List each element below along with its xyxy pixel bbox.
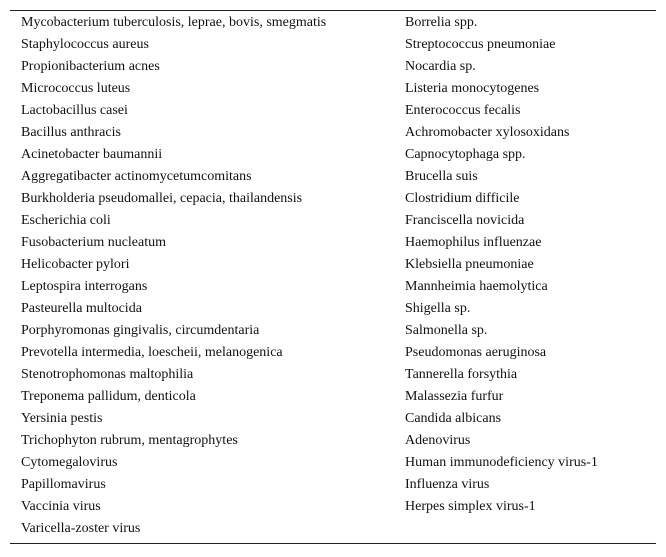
table-row <box>10 122 656 144</box>
organism-cell-left: Staphylococcus aureus <box>21 37 149 52</box>
table-row <box>10 298 656 320</box>
table-row <box>10 12 656 34</box>
table-row <box>10 144 656 166</box>
organism-cell-left: Helicobacter pylori <box>21 257 130 272</box>
table-row <box>10 364 656 386</box>
table-row <box>10 188 656 210</box>
organism-cell-left: Mycobacterium tuberculosis, leprae, bovis, smegmatis <box>21 15 327 30</box>
table-row <box>10 452 656 474</box>
organism-table <box>10 12 656 540</box>
table-row <box>10 232 656 254</box>
organism-cell-right: Human immunodeficiency virus-1 <box>405 455 598 470</box>
organism-cell-left: Yersinia pestis <box>21 411 103 426</box>
table-row <box>10 342 656 364</box>
organism-cell-right: Herpes simplex virus-1 <box>405 499 536 514</box>
organism-cell-right: Borrelia spp. <box>405 15 478 30</box>
table-row <box>10 34 656 56</box>
organism-cell-right: Candida albicans <box>405 411 502 426</box>
organism-cell-left: Acinetobacter baumannii <box>21 147 163 162</box>
organism-cell-right: Influenza virus <box>405 477 490 492</box>
table-row <box>10 56 656 78</box>
organism-table-body <box>10 12 656 540</box>
organism-cell-right: Klebsiella pneumoniae <box>405 257 534 272</box>
organism-cell-left: Aggregatibacter actinomycetumcomitans <box>21 169 252 184</box>
organism-cell-left: Burkholderia pseudomallei, cepacia, thailandensis <box>21 191 303 206</box>
organism-cell-left: Vaccinia virus <box>21 499 101 514</box>
table-row <box>10 518 656 540</box>
organism-cell-right: Salmonella sp. <box>405 323 488 338</box>
organism-cell-right: Haemophilus influenzae <box>405 235 542 250</box>
organism-cell-left: Escherichia coli <box>21 213 111 228</box>
organism-cell-left: Varicella-zoster virus <box>21 521 141 536</box>
table-row <box>10 100 656 122</box>
organism-cell-left: Porphyromonas gingivalis, circumdentaria <box>21 323 260 338</box>
organism-cell-right: Brucella suis <box>405 169 478 184</box>
organism-cell-right: Capnocytophaga spp. <box>405 147 526 162</box>
table-row <box>10 386 656 408</box>
table-row <box>10 408 656 430</box>
organism-cell-left: Pasteurella multocida <box>21 301 142 316</box>
organism-cell-right: Mannheimia haemolytica <box>405 279 548 294</box>
organism-cell-right <box>394 518 656 540</box>
organism-cell-right: Streptococcus pneumoniae <box>405 37 556 52</box>
table-row <box>10 430 656 452</box>
table-row <box>10 166 656 188</box>
organism-cell-right: Listeria monocytogenes <box>405 81 540 96</box>
table-row <box>10 78 656 100</box>
organism-cell-left: Treponema pallidum, denticola <box>21 389 196 404</box>
table-row <box>10 320 656 342</box>
table-row <box>10 210 656 232</box>
organism-cell-right: Enterococcus fecalis <box>405 103 521 118</box>
organism-cell-right: Shigella sp. <box>405 301 471 316</box>
organism-cell-left: Trichophyton rubrum, mentagrophytes <box>21 433 238 448</box>
organism-cell-left: Cytomegalovirus <box>21 455 118 470</box>
organism-cell-right: Adenovirus <box>405 433 471 448</box>
organism-cell-left: Lactobacillus casei <box>21 103 128 118</box>
organism-table-container <box>10 10 656 544</box>
table-row <box>10 276 656 298</box>
organism-cell-right: Achromobacter xylosoxidans <box>405 125 570 140</box>
organism-cell-left: Leptospira interrogans <box>21 279 148 294</box>
table-row <box>10 474 656 496</box>
organism-cell-right: Malassezia furfur <box>405 389 504 404</box>
table-row <box>10 496 656 518</box>
organism-cell-left: Micrococcus luteus <box>21 81 131 96</box>
organism-cell-left: Papillomavirus <box>21 477 106 492</box>
organism-cell-left: Stenotrophomonas maltophilia <box>21 367 194 382</box>
organism-cell-left: Bacillus anthracis <box>21 125 121 140</box>
organism-cell-right: Nocardia sp. <box>405 59 476 74</box>
organism-cell-left: Propionibacterium acnes <box>21 59 160 74</box>
organism-cell-left: Fusobacterium nucleatum <box>21 235 167 250</box>
organism-cell-right: Franciscella novicida <box>405 213 525 228</box>
organism-cell-right: Pseudomonas aeruginosa <box>405 345 547 360</box>
organism-cell-left: Prevotella intermedia, loescheii, melanogenica <box>21 345 283 360</box>
table-row <box>10 254 656 276</box>
organism-cell-right: Tannerella forsythia <box>405 367 518 382</box>
organism-cell-right: Clostridium difficile <box>405 191 520 206</box>
